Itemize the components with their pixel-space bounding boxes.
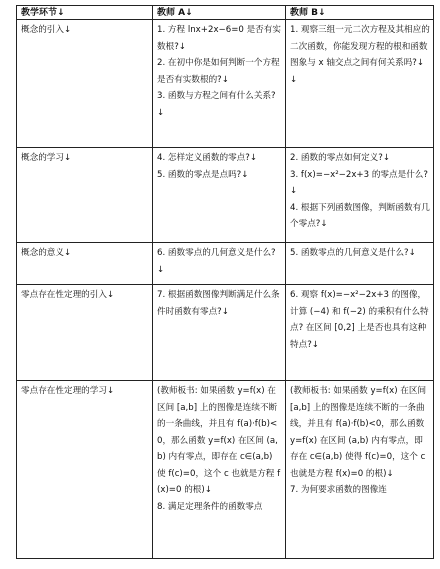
teacher-b-cell — [286, 285, 434, 381]
stage-cell: 概念的学习↓ — [17, 148, 153, 243]
list-item: 2. 函数的零点如何定义?↓ — [290, 153, 391, 163]
teacher-b-cell — [286, 381, 434, 559]
teacher-a-cell — [153, 381, 286, 559]
list-item: 5. 函数零点的几何意义是什么?↓ — [290, 248, 416, 258]
list-item: (教师板书: 如果函数 y=f(x) 在区间 [a,b] 上的图像是连续不断的一条曲线，并且有 f(a)·f(b)<0，那么函数 y=f(x) 在区间 (a,b) 内有零点，即存在 c∈(a,b) 使得 f(c)=0，这个 c 也就是方程 f(x)=0 的根)↓ — [290, 386, 427, 479]
teacher-a-cell — [153, 20, 286, 148]
teacher-a-cell — [153, 243, 286, 285]
stage-cell: 概念的意义↓ — [17, 243, 153, 285]
teacher-a-cell — [153, 148, 286, 243]
list-item: 5. 函数的零点是点吗?↓ — [157, 169, 249, 180]
table-header-row — [17, 6, 434, 20]
table-row — [17, 20, 434, 148]
table-row — [17, 381, 434, 559]
table-row — [17, 148, 434, 243]
lesson-comparison-table — [16, 5, 434, 559]
teacher-b-cell — [286, 148, 434, 243]
table-row — [17, 243, 434, 285]
list-item: 1. 方程 lnx+2x−6=0 是否有实数根?↓ — [157, 25, 281, 52]
list-item: 4. 怎样定义函数的零点?↓ — [157, 153, 258, 163]
list-item: 3. 函数与方程之间有什么关系?↓ — [157, 91, 276, 118]
list-item: 3. f(x)=−x²−2x+3 的零点是什么?↓ — [290, 169, 428, 196]
stage-cell: 零点存在性定理的引入↓ — [17, 285, 153, 381]
list-item: 7. 为何要求函数的图像连 — [290, 485, 387, 495]
list-item: 1. 观察三组一元二次方程及其相应的二次函数，你能发现方程的根和函数图象与 x 轴交点之间有何关系吗?↓ — [290, 25, 430, 68]
list-item: 6. 函数零点的几何意义是什么?↓ — [157, 248, 276, 275]
list-item: (教师板书: 如果函数 y=f(x) 在区间 [a,b] 上的图像是连续不断的一条曲线，并且有 f(a)·f(b)<0，那么函数 y=f(x) 在区间 (a,b) 内有零点，即存在 c∈(a,b) 使 f(c)=0，这个 c 也就是方程 f(x)=0 的根)↓ — [157, 386, 281, 495]
table-row — [17, 285, 434, 381]
header-teacher-b: 教师 B↓ — [286, 6, 434, 20]
list-item: 8. 满足定理条件的函数零点 — [157, 501, 263, 512]
header-stage: 教学环节↓ — [17, 6, 153, 20]
list-item: 6. 观察 f(x)=−x²−2x+3 的图像，计算 (−4) 和 f(−2) 的乘积有什么特点? 在区间 [0,2] 上是否也具有这种特点?↓ — [290, 290, 429, 350]
stage-cell: 零点存在性定理的学习↓ — [17, 381, 153, 559]
list-item: 7. 根据函数图像判断满足什么条件时函数有零点?↓ — [157, 290, 280, 317]
header-teacher-a: 教师 A↓ — [153, 6, 286, 20]
teacher-b-cell — [286, 20, 434, 148]
list-item: 2. 在初中你是如何判断一个方程是否有实数根的?↓ — [157, 58, 280, 85]
teacher-a-cell — [153, 285, 286, 381]
stage-cell: 概念的引入↓ — [17, 20, 153, 148]
list-item: ↓ — [290, 74, 298, 85]
list-item: 4. 根据下列函数图像，判断函数有几个零点?↓ — [290, 202, 430, 229]
teacher-b-cell — [286, 243, 434, 285]
